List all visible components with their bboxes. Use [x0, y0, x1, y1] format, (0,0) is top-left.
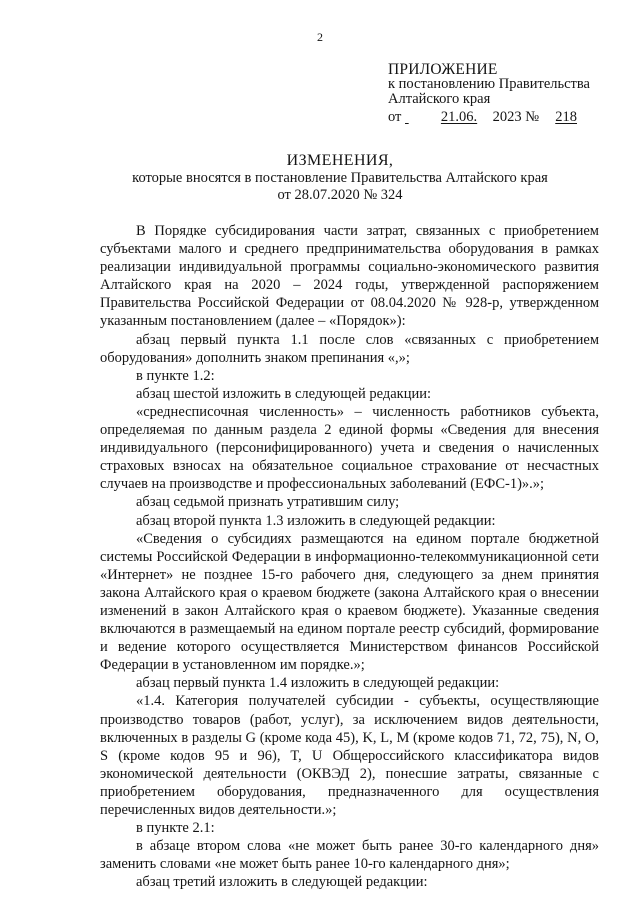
- paragraph: абзац первый пункта 1.1 после слов «связанных с приобретением оборудования» дополнить знаком препинания «,»;: [100, 331, 599, 366]
- appendix-from-prefix: от: [388, 109, 402, 125]
- paragraph: в абзаце втором слова «не может быть ранее 30-го календарного дня» заменить словами «не может быть ранее 10-го календарного дня»;: [100, 838, 599, 873]
- document-body: [100, 222, 599, 891]
- paragraph: абзац первый пункта 1.4 изложить в следующей редакции:: [136, 675, 500, 692]
- paragraph: в пункте 2.1:: [136, 820, 215, 837]
- heading-line-2: от 28.07.2020 № 324: [277, 187, 403, 203]
- heading-title: ИЗМЕНЕНИЯ,: [286, 152, 394, 169]
- appendix-year: 2023: [492, 109, 522, 125]
- paragraph: В Порядке субсидирования части затрат, связанных с приобретением субъектами малого и среднего предпринимательства оборудования в рамках реализации индивидуальной программы социально-экономического развития Алтайского края на 2020 – 2024 годы, утвержденной распоряжением Правительства Российской Федерации от 08.04.2020 № 928-р, утвержденном указанным постановлением (далее – «Порядок»):: [100, 223, 599, 330]
- appendix-date-line: [388, 110, 628, 125]
- appendix-block: [388, 62, 628, 125]
- paragraph: абзац седьмой признать утратившим силу;: [136, 494, 400, 511]
- paragraph: «1.4. Категория получателей субсидии - субъекты, осуществляющие производство товаров (работ, услуг), за исключением видов деятельности, включенных в разделы G (кроме кода 45), K, L, M (кроме кодов 71, 72, 75), N, O, S (кроме кодов 95 и 96), T, U Общероссийского классификатора видов экономической деятельности (ОКВЭД 2), понесшие затраты, связанные с приобретением оборудования, предназначенного для осуществления перечисленных видов деятельности.»;: [100, 693, 599, 818]
- appendix-date: 21.06.: [440, 109, 478, 125]
- paragraph: в пункте 1.2:: [136, 367, 215, 384]
- appendix-number-sign: №: [525, 109, 540, 125]
- appendix-line-1: к постановлению Правительства: [388, 76, 590, 92]
- date-underline: [405, 110, 429, 125]
- paragraph: «Сведения о субсидиях размещаются на едином портале бюджетной системы Российской Федерации в информационно-телекоммуникационной сети «Интернет» не позднее 15-го рабочего дня, следующего за днем принятия закона Алтайского края о краевом бюджете (закона Алтайского края о внесении изменений в закон Алтайского края о краевом бюджете). Указанные сведения включаются в размещаемый на едином портале реестр субсидий, формирование и ведение которого осуществляется Министерством финансов Российской Федерации в установленном им порядке.»;: [100, 530, 599, 674]
- heading-line-1: которые вносятся в постановление Правительства Алтайского края: [132, 170, 548, 186]
- paragraph: абзац второй пункта 1.3 изложить в следующей редакции:: [136, 512, 496, 529]
- paragraph: абзац шестой изложить в следующей редакции:: [136, 385, 431, 402]
- paragraph: абзац третий изложить в следующей редакции:: [136, 874, 428, 891]
- appendix-line-2: Алтайского края: [388, 91, 491, 107]
- document-heading: [80, 152, 600, 204]
- page-number: 2: [317, 30, 323, 44]
- appendix-title: ПРИЛОЖЕНИЕ: [388, 61, 498, 78]
- paragraph: «среднесписочная численность» – численность работников субъекта, определяемая по данным раздела 2 единой формы «Сведения для внесения индивидуального (персонифицированного) учета и сведения о начисленных страховых взносах на обязательное социальное страхование от несчастных случаев на производстве и профессиональных заболеваний (ЕФС-1)».»;: [100, 403, 599, 493]
- appendix-number: 218: [555, 109, 577, 125]
